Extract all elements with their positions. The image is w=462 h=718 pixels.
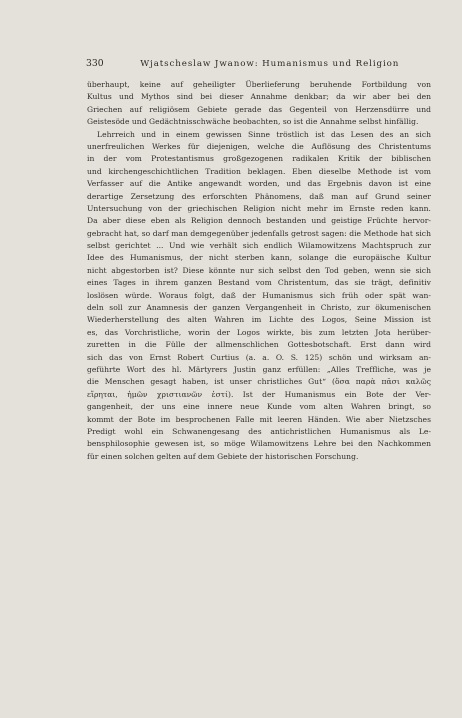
text-line: gebracht hat, so darf man demgegenüber jedenfalls getrost sagen: die Methode hat sich [87,228,431,238]
text-line: unerfreulichen Werkes für diejenigen, welche die Auflösung des Christentums [87,141,431,151]
page-header [86,58,434,72]
text-line: eines Tages in ihrem ganzen Bestand vom Christentum, das sie trägt, definitiv [87,278,431,288]
text-line: in der vom Protestantismus großgezogenen radikalen Kritik der biblischen [87,154,431,164]
text-line: loslösen würde. Woraus folgt, daß der Humanismus sich früh oder spät wan- [87,290,431,300]
text-line: kommt der Bote im besprochenen Falle mit leeren Händen. Wie aber Nietzsches [87,414,431,424]
text-line: εἴρηται, ἡμῶν χριστιανῶν ἐστί). Ist der Humanismus ein Bote der Ver- [87,389,431,399]
text-line: Da aber diese eben als Religion dennoch bestanden und geistige Früchte hervor- [87,216,431,226]
text-line: überhaupt, keine auf geheiligter Überlieferung beruhende Fortbildung von [87,80,431,89]
text-line: derartige Zersetzung des erforschten Phänomens, daß man auf Grund seiner [87,191,431,201]
text-line: Idee des Humanismus, der nicht sterben kann, solange die europäische Kultur [87,253,431,263]
text-line: gangenheit, der uns eine innere neue Kunde vom alten Wahren bringt, so [87,402,431,412]
text-line: zuretten in die Fülle der allmenschlichen Gottesbotschaft. Erst dann wird [87,340,431,350]
text-line: geführte Wort des hl. Märtyrers Justin ganz erfüllen: „Alles Treffliche, was je [87,364,431,374]
text-line: Geistesöde und Gedächtnisschwäche beobachten, so ist die Annahme selbst hinfällig. [87,117,419,127]
body-text [87,79,431,463]
text-line: Verfasser auf die Antike angewandt worden, und das Ergebnis davon ist eine [87,179,431,189]
text-line: deln soll zur Anamnesis der ganzen Vergangenheit in Christo, zur ökumenischen [87,303,431,313]
text-line: bensphilosophie gewesen ist, so möge Wilamowitzens Lehre bei den Nachkommen [87,439,431,449]
text-line: nicht abgestorben ist? Diese könnte nur sich selbst den Tod geben, wenn sie sich [87,265,431,275]
text-line: für einen solchen gelten auf dem Gebiete der historischen Forschung. [87,451,359,461]
text-line: Wiederherstellung des alten Wahren im Lichte des Logos, Seine Mission ist [87,315,431,325]
text-line: Lehrreich und in einem gewissen Sinne tröstlich ist das Lesen des an sich [97,129,431,139]
text-line: Kultus und Mythos sind bei dieser Annahme denkbar; da wir aber bei den [87,92,431,102]
text-line: Griechen auf religiösem Gebiete gerade das Gegenteil von Herzensdürre und [87,104,431,114]
text-line: sich das von Ernst Robert Curtius (a. a. O. S. 125) schön und wirksam an- [87,352,431,362]
text-line: selbst gerichtet ... Und wie verhält sich endlich Wilamowitzens Machtspruch zur [87,241,431,251]
running-head: Wjatscheslaw Jwanow: Humanismus und Religion [140,59,400,69]
text-line: Untersuchung von der griechischen Religion nicht mehr im Ernste reden kann. [87,203,431,213]
text-line: es, das Vorchristliche, worin der Logos wirkte, bis zum letzten Jota herüber- [87,327,431,337]
text-line: Predigt wohl ein Schwanengesang des antichristlichen Humanismus als Le- [87,426,431,436]
page-number: 330 [86,58,104,69]
text-line: die Menschen gesagt haben, ist unser christliches Gut“ (ὅσα παρὰ πᾶσι καλῶς [87,377,431,387]
text-line: und kirchengeschichtlichen Tradition beklagen. Eben dieselbe Methode ist vom [87,166,431,176]
